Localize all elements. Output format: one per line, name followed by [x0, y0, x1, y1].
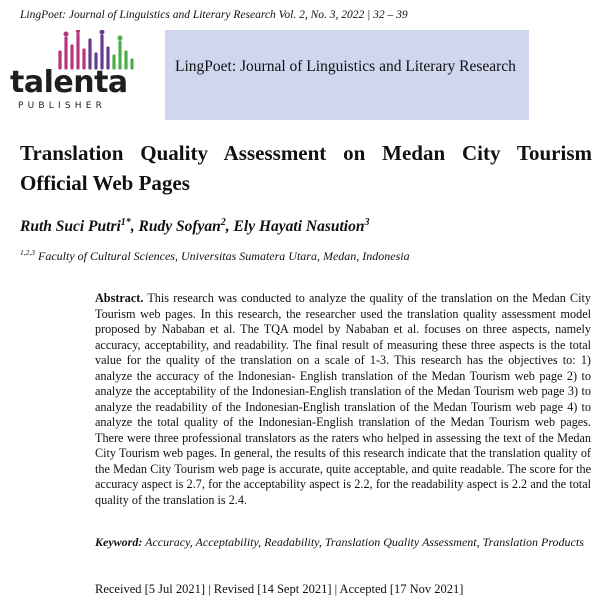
logo-subtitle: PUBLISHER [18, 101, 107, 111]
affiliation [20, 245, 600, 264]
keywords-label: Keyword: [95, 535, 143, 549]
author-separator: , [225, 218, 234, 236]
author-name: Ely Hayati Nasution [233, 218, 365, 236]
journal-banner [165, 30, 529, 120]
author-affiliation-mark: 1* [120, 217, 131, 228]
publisher-logo [8, 30, 168, 112]
author-list [20, 212, 600, 238]
keywords-text: Accuracy, Acceptability, Readability, Translation Quality Assessment, Translation Products [142, 535, 584, 549]
keywords [95, 535, 591, 550]
logo-wordmark: talenta [10, 65, 128, 100]
author-affiliation-mark: 3 [364, 217, 370, 228]
affiliation-mark: 1,2,3 [20, 248, 35, 257]
submission-dates: Received [5 Jul 2021] | Revised [14 Sept 2021] | Accepted [17 Nov 2021] [95, 582, 464, 596]
author-name: Rudy Sofyan [138, 218, 221, 236]
author-affiliation-mark: 2 [220, 217, 226, 228]
abstract [95, 291, 591, 508]
abstract-text: This research was conducted to analyze the quality of the translation on the Medan City Tourism web pages. In this research, the researcher used the translation quality assessment model proposed by Nababan et al. The TQA model by Nababan et al. focuses on three aspects, namely accuracy, acceptability, and readability. The final result of measuring these three aspects is the total value for the quality of the translation on a scale of 1-3. This research has the objectives to: 1) analyze the accuracy of the Indonesian- English translation of the Medan Tourism web page 2) to analyze the acceptability of the Indonesian-English translation of the Medan Tourism web page 3) to analyze the readability of the Indonesian-English translation of the Medan Tourism web page 4) to analyze the total quality of the Indonesian-English translation of the Medan Tourism web pages. There were three professional translators as the raters who helped in assessing the text of the Medan City Tourism web pages. In general, the results of this research indicate that the translation quality of the Medan City Tourism web page is accurate, quite acceptable, and quite readable. The score for the accuracy aspect is 2.7, for the acceptability aspect is 2.2, for the readability aspect is 2.2 and the total quality of the translation is 2.4. [95, 291, 591, 507]
running-head: LingPoet: Journal of Linguistics and Literary Research Vol. 2, No. 3, 2022 | 32 – 39 [20, 9, 408, 21]
author-name: Ruth Suci Putri [20, 218, 121, 236]
journal-banner-text: LingPoet: Journal of Linguistics and Literary Research [175, 58, 516, 75]
paper-title: Translation Quality Assessment on Medan City Tourism Official Web Pages [20, 141, 592, 195]
author-separator: , [130, 218, 139, 236]
affiliation-text: Faculty of Cultural Sciences, Universitas Sumatera Utara, Medan, Indonesia [35, 249, 410, 263]
abstract-label: Abstract. [95, 291, 144, 305]
